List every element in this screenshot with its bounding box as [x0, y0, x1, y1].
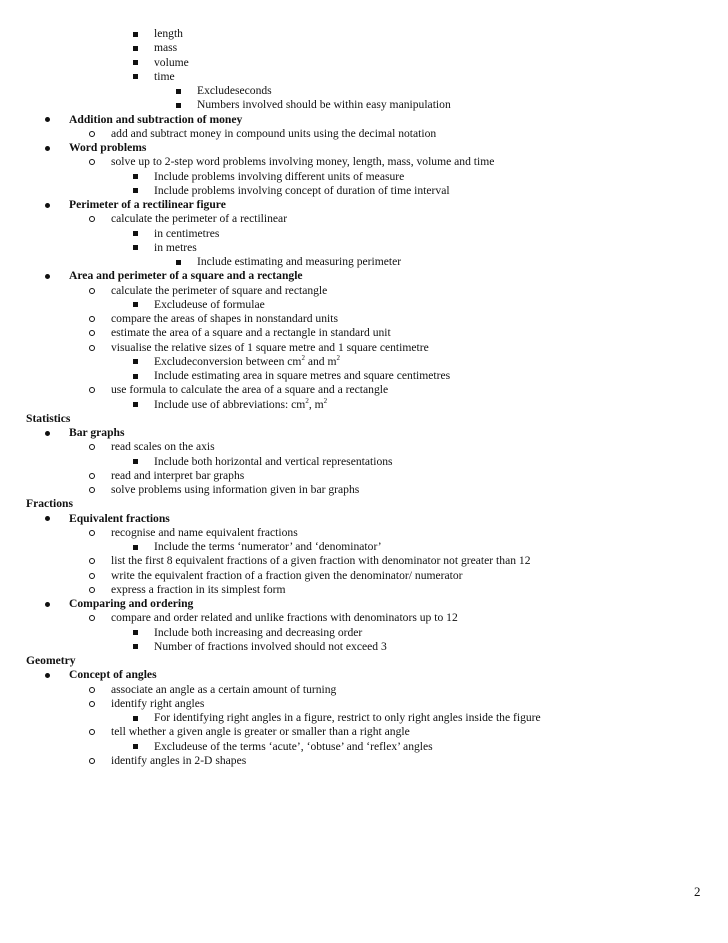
bullet-square: [133, 188, 138, 193]
bullet-square: [133, 744, 138, 749]
bullet-square: [133, 402, 138, 407]
bullet-circle: [89, 701, 95, 707]
line-text: Statistics: [26, 411, 71, 425]
line-text: associate an angle as a certain amount of turning: [111, 682, 337, 696]
line-text: Word problems: [69, 141, 147, 154]
line-text: Include use of abbreviations: $cm^2$, $m^2$: [154, 396, 328, 411]
line-text: solve problems using information given in bar graphs: [111, 483, 360, 496]
bullet-circle: [89, 316, 95, 322]
bullet-square: [133, 231, 138, 236]
bullet-circle: [89, 159, 95, 165]
line-text: list the first 8 equivalent fractions of a given fraction with denominator not greater than 12: [111, 554, 531, 568]
line-text: estimate the area of a square and a rectangle in standard unit: [111, 326, 391, 340]
bullet-dot: [45, 516, 50, 521]
line-text: compare and order related and unlike fractions with denominators up to 12: [111, 611, 458, 625]
line-text: Include problems involving concept of duration of time interval: [154, 183, 450, 197]
line-text: length: [154, 27, 183, 40]
line-text: Geometry: [26, 654, 76, 667]
bullet-dot: [45, 203, 50, 208]
bullet-circle: [89, 288, 95, 294]
bullet-circle: [89, 444, 95, 450]
line-text: time: [154, 69, 175, 83]
line-text: Numbers involved should be within easy manipulation: [197, 98, 451, 112]
bullet-circle: [89, 687, 95, 693]
bullet-circle: [89, 473, 95, 479]
line-text: Include both horizontal and vertical representations: [154, 454, 393, 468]
bullet-dot: [45, 146, 50, 151]
line-text: Perimeter of a rectilinear figure: [69, 198, 226, 211]
line-text: Equivalent fractions: [69, 511, 170, 525]
bullet-circle: [89, 530, 95, 536]
line-text: identify right angles: [111, 696, 205, 710]
line-text: Addition and subtraction of money: [69, 112, 243, 126]
bullet-circle: [89, 345, 95, 351]
page-number: 2: [694, 884, 701, 899]
bullet-dot: [45, 117, 50, 122]
line-text: add and subtract money in compound units using the decimal notation: [111, 126, 437, 140]
line-text: tell whether a given angle is greater or smaller than a right angle: [111, 725, 410, 739]
bullet-circle: [89, 487, 95, 493]
bullet-circle: [89, 758, 95, 764]
line-text: Area and perimeter of a square and a rectangle: [69, 269, 303, 283]
bullet-square: [133, 630, 138, 635]
bullet-square: [133, 644, 138, 649]
bullet-square: [133, 374, 138, 379]
line-text: Fractions: [26, 497, 74, 511]
line-text: express a fraction in its simplest form: [111, 582, 286, 596]
bullet-circle: [89, 387, 95, 393]
line-text: use formula to calculate the area of a square and a rectangle: [111, 383, 389, 397]
bullet-circle: [89, 729, 95, 735]
line-text: identify angles in 2-D shapes: [111, 753, 247, 767]
bullet-circle: [89, 131, 95, 137]
line-text: Include estimating and measuring perimeter: [197, 255, 402, 268]
bullet-square: [133, 459, 138, 464]
bullet-square: [133, 545, 138, 550]
bullet-circle: [89, 573, 95, 579]
bullet-square: [133, 32, 138, 37]
line-text: read and interpret bar graphs: [111, 468, 245, 482]
line-text: in centimetres: [154, 226, 220, 240]
bullet-square: [133, 245, 138, 250]
bullet-square: [176, 89, 181, 94]
line-text: Include estimating area in square metres and square centimetres: [154, 369, 451, 382]
line-text: Bar graphs: [69, 426, 125, 439]
line-text: Include both increasing and decreasing order: [154, 625, 363, 639]
bullet-square: [133, 716, 138, 721]
line-text: calculate the perimeter of a rectilinear: [111, 212, 288, 226]
line-text: Include problems involving different units of measure: [154, 169, 405, 183]
line-text: volume: [154, 55, 189, 69]
line-text: solve up to 2-step word problems involving money, length, mass, volume and time: [111, 155, 495, 169]
line-text: For identifying right angles in a figure, restrict to only right angles inside the figure: [154, 711, 541, 724]
bullet-circle: [89, 330, 95, 336]
bullet-dot: [45, 431, 50, 436]
line-text: visualise the relative sizes of 1 square metre and 1 square centimetre: [111, 340, 429, 354]
bullet-circle: [89, 216, 95, 222]
bullet-dot: [45, 602, 50, 607]
line-text: read scales on the axis: [111, 440, 215, 454]
line-text: compare the areas of shapes in nonstandard units: [111, 312, 338, 325]
bullet-square: [176, 260, 181, 265]
bullet-circle: [89, 558, 95, 564]
bullet-circle: [89, 587, 95, 593]
line-text: Comparing and ordering: [69, 597, 194, 610]
bullet-circle: [89, 615, 95, 621]
line-text: mass: [154, 41, 178, 55]
line-text: Excludeuse of the terms ‘acute’, ‘obtuse’ and ‘reflex’ angles: [154, 739, 433, 753]
bullet-square: [133, 74, 138, 79]
line-text: Excludeseconds: [197, 84, 272, 97]
line-text: Excludeconversion between $cm^2$ and $m^2$: [154, 353, 341, 368]
line-text: Include the terms ‘numerator’ and ‘denominator’: [154, 540, 382, 553]
bullet-dot: [45, 673, 50, 678]
bullet-square: [133, 302, 138, 307]
line-text: Number of fractions involved should not exceed 3: [154, 639, 387, 653]
bullet-square: [133, 174, 138, 179]
line-text: in metres: [154, 240, 197, 254]
line-text: calculate the perimeter of square and rectangle: [111, 283, 328, 297]
bullet-square: [133, 46, 138, 51]
bullet-square: [133, 359, 138, 364]
line-text: write the equivalent fraction of a fraction given the denominator/ numerator: [111, 568, 463, 582]
line-text: Excludeuse of formulae: [154, 297, 265, 311]
line-text: recognise and name equivalent fractions: [111, 525, 298, 539]
bullet-dot: [45, 274, 50, 279]
bullet-square: [176, 103, 181, 108]
line-text: Concept of angles: [69, 668, 157, 682]
bullet-square: [133, 60, 138, 65]
